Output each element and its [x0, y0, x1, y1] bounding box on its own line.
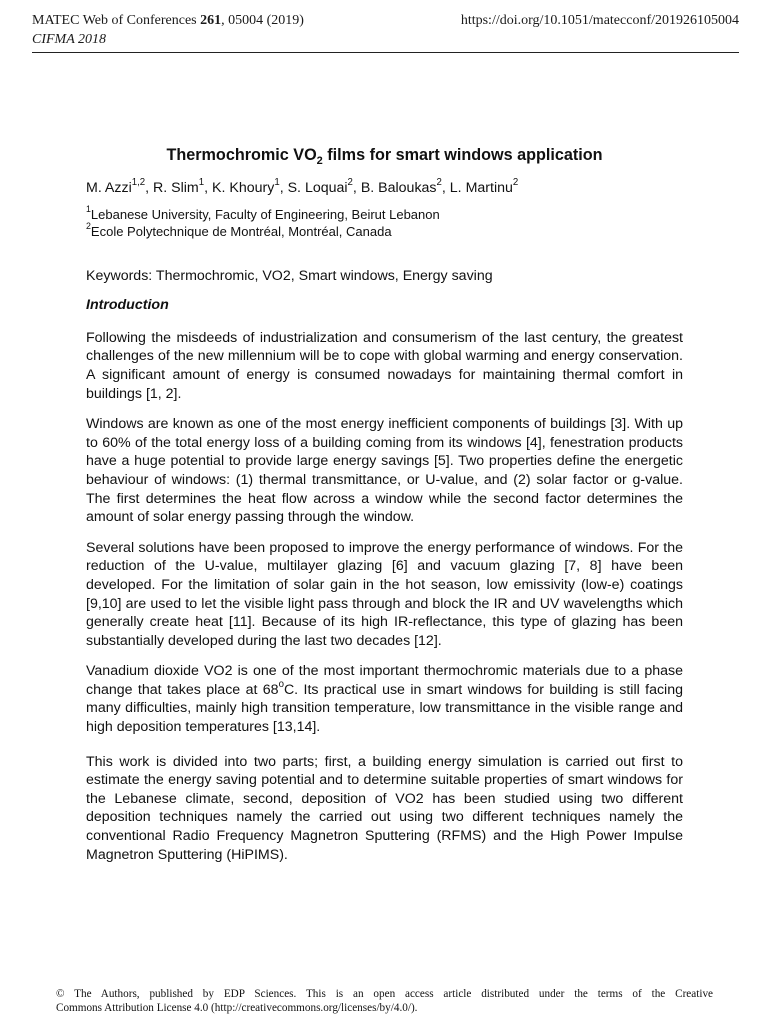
paragraph: Windows are known as one of the most energy inefficient components of buildings [3]. With up to 60% of the total energy loss of a building coming from its windows [4], fenestration products have a huge potential to provide large energy savings [5]. Two properties define the energetic behaviour of windows: (1) thermal transmittance, or U-value, and (2) solar factor or g-value. The first determines the heat flow across a window while the second factor determines the amount of solar energy passing through the window. [86, 416, 683, 526]
author: S. Loquai$^2$, [287, 177, 361, 196]
affiliation: $^1$Lebanese University, Faculty of Engineering, Beirut Lebanon [86, 204, 440, 222]
license-line: Commons Attribution License 4.0 (http://creativecommons.org/licenses/by/4.0/). [56, 1001, 418, 1014]
paragraph: This work is divided into two parts; first, a building energy simulation is carried out first to estimate the energy saving potential and to determine suitable properties of smart windows for the Lebanese climate, second, deposition of VO2 has been studied using two different deposition techniques namely the carried out using two different techniques namely the conventional Radio Frequency Magnetron Sputtering (RFMS) and the High Power Impulse Magnetron Sputtering (HiPIMS). [86, 753, 683, 863]
section-heading: Introduction [86, 297, 169, 314]
title-subscript: 2 [316, 155, 323, 168]
license-line: © The Authors, published by EDP Sciences. This is an open access article distributed under the terms of the Creative [56, 988, 713, 1000]
journal-issue: , 05004 (2019) [221, 13, 304, 28]
license-footer [56, 988, 713, 1015]
keywords: Keywords: Thermochromic, VO2, Smart windows, Energy saving [86, 267, 493, 284]
header-divider [32, 52, 739, 53]
journal-citation: MATEC Web of Conferences 261, 05004 (2019) [32, 13, 304, 28]
paragraph: Several solutions have been proposed to improve the energy performance of windows. For the reduction of the U-value, multilayer glazing [6] and vacuum glazing [7, 8] have been developed. For the limitation of solar gain in the hot season, low emissivity (low-e) coatings [9,10] are used to let the visible light pass through and block the IR and UV wavelengths which generally create heat [11]. Because of its high IR-reflectance, this type of glazing has been substantially developed during the last two decades [12]. [86, 539, 683, 649]
author: B. Baloukas$^2$, [360, 177, 450, 196]
author: L. Martinu$^2$ [449, 177, 519, 196]
paper-title: Thermochromic $VO_2$ films for smart windows application [166, 146, 603, 168]
running-header [32, 11, 739, 49]
author: R. Slim$^1$, [153, 177, 213, 196]
paragraph: Vanadium dioxide VO2 is one of the most important thermochromic materials due to a phase change that takes place at 68$^o$C. Its practical use in smart windows for building is still facing many difficulties, mainly high transition temperature, low transmittance in the visible range and high deposition temperatures [13,14]. [86, 663, 683, 736]
author: K. Khoury$^1$, [212, 177, 288, 196]
author: M. Azzi$^{1,2}$, [86, 177, 154, 196]
paragraph: Following the misdeeds of industrialization and consumerism of the last century, the greatest challenges of the new millennium will be to cope with global warming and energy conservation. A significant amount of energy is consumed nowadays for maintaining thermal comfort in buildings [1, 2]. [86, 329, 683, 402]
paper-body [86, 145, 683, 864]
journal-volume: 261 [200, 13, 222, 28]
doi-link[interactable]: https://doi.org/10.1051/matecconf/201926105004 [460, 13, 739, 28]
conference-name: CIFMA 2018 [32, 32, 107, 47]
author-list [86, 179, 683, 198]
affiliation: $^2$Ecole Polytechnique de Montréal, Montréal, Canada [86, 221, 392, 239]
